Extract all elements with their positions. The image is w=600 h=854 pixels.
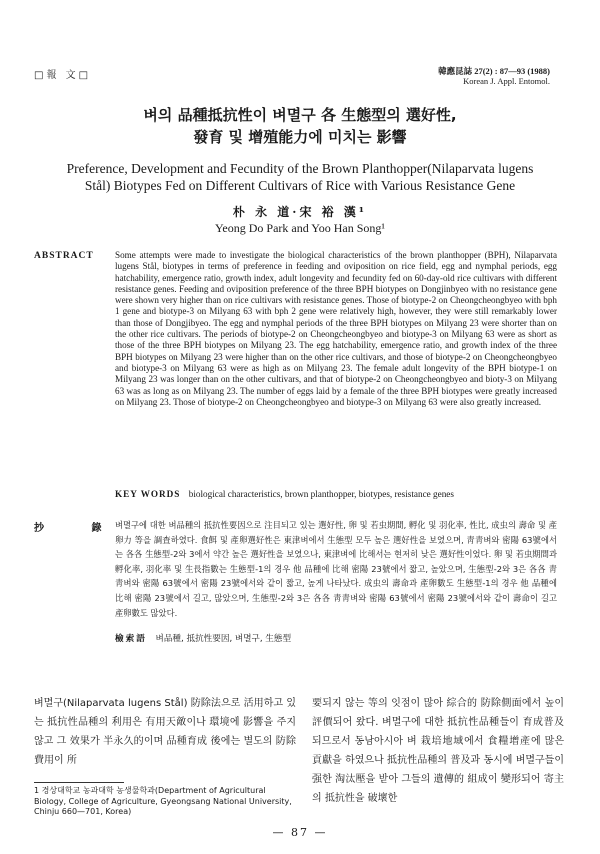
summary-keywords-text: 벼品種, 抵抗性要因, 벼멸구, 生態型 (155, 634, 292, 644)
body-column-right: 要되지 않는 等의 잇점이 많아 綜合的 防除側面에서 높이 評價되어 왔다. 벼멸구에 대한 抵抗性品種들이 育成普及되므로서 동남아시아 벼 栽培地域에서 食糧增產에 많은 貢獻을 하였으나 抵抗性品種의 普及과 동시에 벼멸구들이 强한 淘汰壓을 받아 그들의 遺傳的 組成이 變形되어 寄主의 抵抗性을 破壞한 (312, 698, 564, 804)
body-column-left: 벼멸구(Nilaparvata lugens Stål) 防除法으로 活用하고 있는 抵抗性品種의 利用은 有用天敵이나 環境에 影響을 주지 않고 그 效果가 半永久的이며 品種育成 後에는 별도의 防除費用이 所 (34, 698, 296, 766)
authors-english: Yeong Do Park and Yoo Han Song¹ (214, 221, 386, 235)
keywords-label: KEY WORDS (115, 489, 181, 499)
title-korean (40, 104, 560, 148)
journal-reference (438, 66, 550, 86)
abstract-text: Some attempts were made to investigate the biological characteristics of the brown planthopper (BPH), Nilaparvata lugens Stål, biotypes in terms of preference in feeding and oviposition on rice field, egg and nymphal periods, egg hatchability, emergence ratio, growth index, adult longevity and fecundity fed on 60-day-old rice cultivars with different resistance genes. Feeding and oviposition preference of the three BPH biotypes on Dongjinbyeo with no resistance gene were shown very higher than on rice cultivars with resistance genes. Those of biotype-2 on Cheongcheongbyeo with bph 1 gene and biotype-3 on Milyang 63 with bph 2 gene were relatively high, however, they were still remarkably lower than those of Dongjibyeo. The egg and nymphal periods of the three BPH biotypes on Milyang 23 were shorter than on the other rice cultivars. The periods of biotype-2 on Cheongcheongbyeo and biotype-3 on Milyang 63 were as short as those of the three BPH biotypes on Milyang 23. The egg hatchability, emergence ratio, and growth index of the three BPH biotypes on Milyang 23 were higher than on the other rice cultivars, and those of biotype-2 on Cheongcheongbyeo and biotype-3 on Milyang 63 were as high as on Milyang 23. The female adult longevity of the BPH biotype-1 on Milyang 23 was longer than on the other cultivars, and that of biotype-2 on Cheongcheongbyeo and bioty-3 on Milyang 63 was as long as on Milyang 23. The number of eggs laid by a female of the three BPH biotypes were greatly increased on Milyang 23. Those of biotype-2 on Cheongcheongbyeo and biotype-3 on Milyang 63 were also greatly increased. (115, 250, 557, 407)
journal-name: Korean J. Appl. Entomol. (463, 76, 550, 86)
section-label: □報 文□ (34, 70, 92, 81)
page-number: — 87 — (272, 826, 328, 839)
summary-keywords-label: 檢索語 (115, 634, 147, 644)
keywords (115, 489, 560, 499)
authors-korean: 朴 永 道·宋 裕 漢¹ (232, 205, 368, 219)
summary-keywords (115, 632, 557, 644)
footnote-rule (34, 782, 124, 783)
title-korean-line2: 發育 및 增殖能力에 미치는 影響 (193, 128, 407, 146)
abstract-heading: ABSTRACT (34, 251, 94, 261)
title-english-line2: Stål) Biotypes Fed on Different Cultivars of Rice with Various Resistance Gene (84, 178, 516, 193)
title-korean-line1: 벼의 品種抵抗性이 벼멸구 各 生態型의 選好性, (143, 106, 457, 124)
summary-text: 벼멸구에 대한 벼品種의 抵抗性要因으로 注目되고 있는 選好性, 卵 및 若虫期間, 孵化 및 羽化率, 性比, 成虫의 壽命 및 產卵力 等을 調査하였다. 食餌 및 產卵選好性은 東津벼에서 生態型 모두 높은 選好性을 보였으며, 靑靑벼와 密陽 63號에서는 各各 生態型-2와 3에서 약간 높은 選好性을 보였으나, 東津벼에 比해서는 현저히 낮은 選好性이었다. 卵 및 若虫期間과 孵化率, 羽化率 및 生長指數는 生態型-1의 경우 他 品種에 比해 密陽 23號에서 짧고, 높았으며, 生態型-2와 3은 各各 靑靑벼와 密陽 63號에서 密陽 23號에서와 같이 짧고, 높게 나타났다. 成虫의 壽命과 產卵數도 生態型-1의 경우 他 品種에 比해 密陽 23號에서 길고, 많았으며, 生態型-2와 3은 各各 靑靑벼와 密陽 63號에서 密陽 23號에서와 같이 壽命이 길고 產卵數도 많았다. (115, 520, 557, 618)
keywords-text: biological characteristics, brown planthopper, biotypes, resistance genes (188, 489, 454, 499)
title-english-line1: Preference, Development and Fecundity of the Brown Planthopper(Nilaparvata lugens (66, 161, 534, 176)
summary-heading: 抄 錄 (34, 523, 124, 534)
title-english (28, 160, 572, 194)
footnote: 1 경상대학교 농과대학 농생물학과(Department of Agricultural Biology, College of Agriculture, Gyeongsang National University, Chinju 660—701, Korea) (34, 786, 292, 816)
journal-citation: 韓應昆誌 27(2) : 87—93 (1988) (438, 66, 550, 76)
